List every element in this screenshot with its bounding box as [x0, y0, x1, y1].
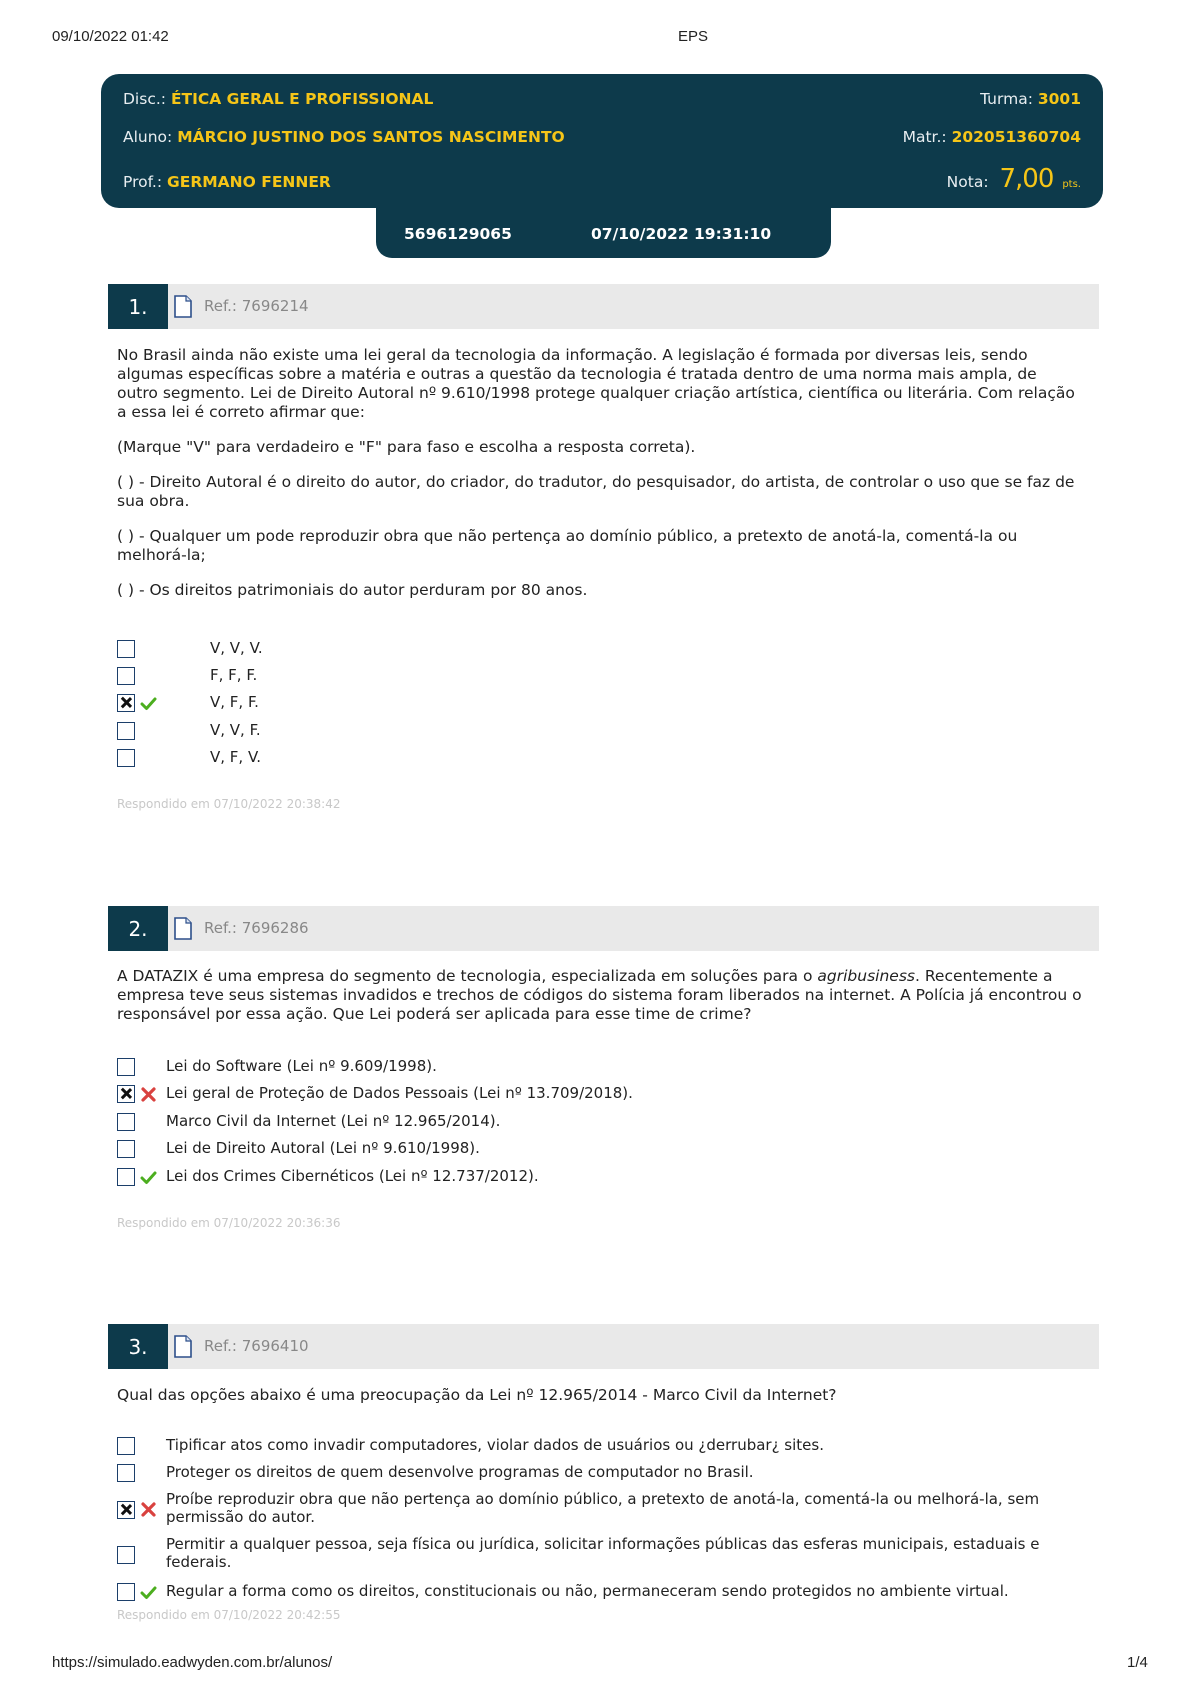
- option-label: Lei dos Crimes Cibernéticos (Lei nº 12.737/2012).: [166, 1167, 539, 1185]
- option-checkbox[interactable]: [117, 1583, 135, 1601]
- option-label: Lei do Software (Lei nº 9.609/1998).: [166, 1057, 437, 1075]
- option-checkbox[interactable]: [117, 749, 135, 767]
- answered-at: Respondido em 07/10/2022 20:38:42: [117, 797, 341, 811]
- professor-label: Prof.:: [123, 173, 163, 191]
- statement-paragraph: ( ) - Qualquer um pode reproduzir obra que não pertença ao domínio público, a pretexto de anotá-la, comentá-la ou melhorá-la;: [117, 527, 1018, 564]
- discipline-field: [123, 90, 433, 108]
- exam-id-tab: [376, 206, 831, 258]
- option-checkbox[interactable]: [117, 640, 135, 658]
- question-number: 1.: [108, 284, 168, 329]
- statement-paragraph: ( ) - Os direitos patrimoniais do autor perduram por 80 anos.: [117, 581, 588, 599]
- registration-label: Matr.:: [902, 128, 947, 146]
- print-page-number: 1/4: [1127, 1654, 1148, 1671]
- option-label: Lei geral de Proteção de Dados Pessoais (Lei nº 13.709/2018).: [166, 1084, 633, 1102]
- exam-code: 5696129065: [404, 225, 512, 243]
- class-label: Turma:: [980, 90, 1033, 108]
- exam-datetime: 07/10/2022 19:31:10: [591, 225, 772, 243]
- document-icon: [174, 295, 192, 318]
- option-checkbox-marked[interactable]: [117, 1501, 135, 1519]
- grade-value: 7,00: [999, 164, 1054, 194]
- question-ref: Ref.: 7696286: [204, 919, 309, 937]
- question-ref: Ref.: 7696214: [204, 297, 309, 315]
- question-number: 3.: [108, 1324, 168, 1369]
- option-checkbox-marked[interactable]: [117, 694, 135, 712]
- question-header-2: [108, 906, 1099, 951]
- grade-unit: pts.: [1062, 179, 1081, 190]
- question-statement-3: [117, 1386, 1082, 1405]
- registration-field: [903, 128, 1081, 146]
- statement-text: . Recentemente a empresa teve seus sistemas invadidos e trechos de códigos do sistema foram liberados na internet. A Polícia já encontrou o responsável por essa ação. Que Lei poderá ser aplicada para esse time de crime?: [117, 967, 1082, 1023]
- option-checkbox[interactable]: [117, 1437, 135, 1455]
- question-ref: Ref.: 7696410: [204, 1337, 309, 1355]
- option-checkbox[interactable]: [117, 1058, 135, 1076]
- professor-field: [123, 173, 331, 191]
- statement-paragraph: [117, 967, 1082, 1024]
- print-title: EPS: [678, 28, 709, 45]
- statement-italic: agribusiness: [817, 967, 915, 985]
- option-checkbox[interactable]: [117, 1113, 135, 1131]
- statement-paragraph: (Marque "V" para verdadeiro e "F" para faso e escolha a resposta correta).: [117, 438, 696, 456]
- correct-check-icon: [140, 695, 157, 712]
- student-info-card: [101, 74, 1103, 208]
- answered-at: Respondido em 07/10/2022 20:36:36: [117, 1216, 341, 1230]
- option-label: Regular a forma como os direitos, constitucionais ou não, permaneceram sendo protegidos no ambiente virtual.: [166, 1582, 1009, 1600]
- class-field: [980, 90, 1081, 108]
- option-checkbox[interactable]: [117, 1546, 135, 1564]
- statement-paragraph: ( ) - Direito Autoral é o direito do autor, do criador, do tradutor, do pesquisador, do artista, de controlar o uso que se faz de sua obra.: [117, 473, 1075, 510]
- option-checkbox[interactable]: [117, 722, 135, 740]
- grade-field: [947, 164, 1081, 194]
- option-checkbox[interactable]: [117, 1140, 135, 1158]
- option-label: Lei de Direito Autoral (Lei nº 9.610/1998).: [166, 1139, 480, 1157]
- grade-label: Nota:: [946, 173, 989, 191]
- correct-check-icon: [140, 1584, 157, 1601]
- registration-value: 202051360704: [951, 128, 1081, 146]
- option-label: V, V, V.: [210, 639, 263, 657]
- option-label: V, V, F.: [210, 721, 261, 739]
- option-label: Permitir a qualquer pessoa, seja física ou jurídica, solicitar informações públicas das esferas municipais, estaduais e federais.: [166, 1535, 1040, 1571]
- option-checkbox[interactable]: [117, 1168, 135, 1186]
- student-label: Aluno:: [123, 128, 173, 146]
- option-checkbox[interactable]: [117, 1464, 135, 1482]
- option-label: V, F, F.: [210, 693, 259, 711]
- statement-paragraph: Qual das opções abaixo é uma preocupação da Lei nº 12.965/2014 - Marco Civil da Internet?: [117, 1386, 837, 1404]
- option-label: V, F, V.: [210, 748, 262, 766]
- option-label: Proíbe reproduzir obra que não pertença ao domínio público, a pretexto de anotá-la, comentá-la ou melhorá-la, sem permissão do autor.: [166, 1490, 1040, 1526]
- question-header-1: [108, 284, 1099, 329]
- print-datetime: 09/10/2022 01:42: [52, 28, 169, 45]
- option-label: Proteger os direitos de quem desenvolve programas de computador no Brasil.: [166, 1463, 754, 1481]
- option-label: Marco Civil da Internet (Lei nº 12.965/2014).: [166, 1112, 501, 1130]
- wrong-x-icon: [140, 1501, 157, 1518]
- option-label: Tipificar atos como invadir computadores, violar dados de usuários ou ¿derrubar¿ sites.: [166, 1436, 824, 1454]
- statement-paragraph: No Brasil ainda não existe uma lei geral da tecnologia da informação. A legislação é formada por diversas leis, sendo algumas específicas sobre a matéria e outras a questão da tecnologia é tratada dentro de uma norma mais ampla, de outro segmento. Lei de Direito Autoral nº 9.610/1998 protege qualquer criação artística, científica ou literária. Com relação a essa lei é correto afirmar que:: [117, 346, 1075, 421]
- question-statement-1: [117, 346, 1082, 600]
- print-url[interactable]: https://simulado.eadwyden.com.br/alunos/: [52, 1654, 333, 1671]
- wrong-x-icon: [140, 1086, 157, 1103]
- option-checkbox[interactable]: [117, 667, 135, 685]
- document-icon: [174, 1335, 192, 1358]
- question-number: 2.: [108, 906, 168, 951]
- statement-text: A DATAZIX é uma empresa do segmento de tecnologia, especializada em soluções para o: [117, 967, 818, 985]
- question-header-3: [108, 1324, 1099, 1369]
- answered-at: Respondido em 07/10/2022 20:42:55: [117, 1608, 341, 1622]
- discipline-value: ÉTICA GERAL E PROFISSIONAL: [170, 90, 434, 108]
- option-checkbox-marked[interactable]: [117, 1085, 135, 1103]
- student-field: [123, 128, 565, 146]
- option-label: F, F, F.: [210, 666, 258, 684]
- class-value: 3001: [1037, 90, 1081, 108]
- correct-check-icon: [140, 1169, 157, 1186]
- student-value: MÁRCIO JUSTINO DOS SANTOS NASCIMENTO: [177, 128, 565, 146]
- document-icon: [174, 917, 192, 940]
- discipline-label: Disc.:: [123, 90, 166, 108]
- question-statement-2: [117, 967, 1082, 1024]
- professor-value: GERMANO FENNER: [167, 173, 331, 191]
